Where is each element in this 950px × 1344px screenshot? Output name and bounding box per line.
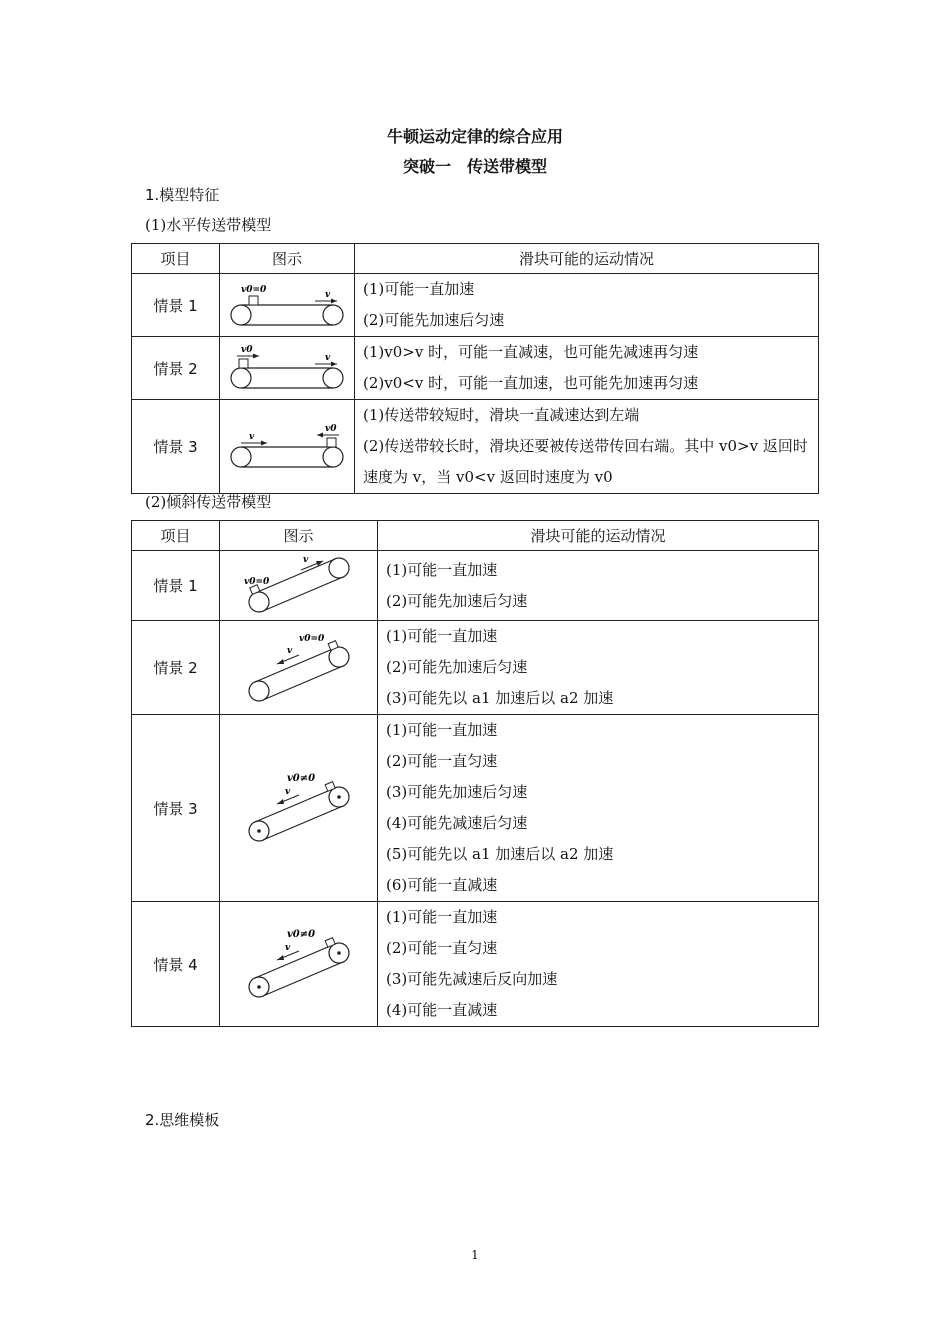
inclined-belt-figure-1	[239, 554, 359, 618]
figure-cell	[220, 400, 355, 494]
inclined-belt-figure-2	[239, 633, 359, 703]
horizontal-belt-figure-3	[227, 422, 347, 472]
label-v: v	[325, 290, 331, 300]
header-figure: 图示	[220, 244, 355, 274]
table-row	[132, 902, 819, 1027]
label-v: v	[249, 431, 255, 442]
table-row	[132, 274, 819, 337]
scene-label: 情景 1	[132, 551, 220, 621]
motion-line: (3)可能先加速后匀速	[386, 783, 528, 801]
label-v0-not-zero: v0≠0	[286, 929, 315, 940]
inclined-table	[131, 520, 819, 1027]
label-v: v	[325, 353, 331, 363]
motion-cell	[355, 337, 819, 400]
label-v0-zero: v0=0	[243, 576, 269, 587]
label-v0-not-zero: v0≠0	[286, 773, 315, 784]
figure-cell	[220, 902, 378, 1027]
motion-line: (2)可能先加速后匀速	[386, 591, 528, 610]
motion-line: (1)v0>v 时，可能一直减速，也可能先减速再匀速	[363, 343, 699, 361]
header-item: 项目	[132, 521, 220, 551]
label-v: v	[286, 645, 292, 656]
table-row	[132, 400, 819, 494]
inclined-belt-figure-4	[239, 927, 359, 1001]
motion-line: (3)可能先以 a1 加速后以 a2 加速	[386, 689, 614, 707]
inclined-label: (2)倾斜传送带模型	[145, 493, 272, 511]
page-subtitle: 突破一 传送带模型	[402, 157, 547, 176]
motion-line: (4)可能先减速后匀速	[386, 814, 528, 832]
figure-cell	[220, 337, 355, 400]
motion-line: (2)可能先加速后匀速	[363, 311, 505, 329]
motion-cell	[378, 621, 819, 715]
table-header-row	[132, 521, 819, 551]
table-row	[132, 337, 819, 400]
motion-line: (1)可能一直加速	[386, 721, 498, 739]
scene-label: 情景 1	[132, 274, 220, 337]
motion-cell	[355, 274, 819, 337]
table-row	[132, 715, 819, 902]
figure-cell	[220, 274, 355, 337]
section-heading-thinking-template: 2.思维模板	[145, 1111, 220, 1129]
inclined-belt-figure-3	[239, 771, 359, 845]
table-row	[132, 621, 819, 715]
motion-line: (2)传送带较长时，滑块还要被传送带传回右端。其中 v0>v 返回时速度为 v，当 v0<v 返回时速度为 v0	[363, 437, 808, 486]
motion-cell	[378, 715, 819, 902]
label-v0: v0	[241, 345, 253, 355]
label-v: v	[284, 943, 290, 953]
figure-cell	[220, 551, 378, 621]
label-v0: v0	[325, 423, 337, 434]
motion-cell	[378, 902, 819, 1027]
header-motion: 滑块可能的运动情况	[355, 244, 819, 274]
figure-cell	[220, 715, 378, 902]
section-heading-model-features: 1.模型特征	[145, 186, 220, 204]
table-header-row	[132, 244, 819, 274]
scene-label: 情景 3	[132, 400, 220, 494]
horizontal-label: (1)水平传送带模型	[145, 216, 272, 234]
motion-line: (3)可能先减速后反向加速	[386, 970, 558, 988]
motion-line: (1)可能一直加速	[386, 908, 498, 926]
horizontal-belt-figure-2	[227, 343, 347, 393]
motion-line: (2)可能先加速后匀速	[386, 658, 528, 676]
motion-line: (1)可能一直加速	[386, 560, 498, 579]
header-item: 项目	[132, 244, 220, 274]
scene-label: 情景 2	[132, 337, 220, 400]
motion-line: (1)可能一直加速	[363, 280, 475, 298]
motion-line: (4)可能一直减速	[386, 1001, 498, 1019]
label-v0-zero: v0=0	[298, 633, 324, 644]
scene-label: 情景 4	[132, 902, 220, 1027]
motion-line: (2)可能一直匀速	[386, 752, 498, 770]
page-title: 牛顿运动定律的综合应用	[386, 127, 563, 146]
motion-line: (1)可能一直加速	[386, 627, 498, 645]
motion-line: (6)可能一直减速	[386, 876, 498, 894]
label-v: v	[302, 554, 308, 565]
figure-cell	[220, 621, 378, 715]
motion-cell	[355, 400, 819, 494]
header-motion: 滑块可能的运动情况	[378, 521, 819, 551]
horizontal-table	[131, 243, 819, 494]
motion-cell	[378, 551, 819, 621]
motion-line: (1)传送带较短时，滑块一直减速达到左端	[363, 406, 640, 424]
horizontal-belt-figure-1	[227, 280, 347, 330]
header-figure: 图示	[220, 521, 378, 551]
scene-label: 情景 3	[132, 715, 220, 902]
page-number: 1	[471, 1248, 479, 1262]
table-row	[132, 551, 819, 621]
motion-line: (2)可能一直匀速	[386, 939, 498, 957]
motion-line: (5)可能先以 a1 加速后以 a2 加速	[386, 845, 614, 863]
motion-line: (2)v0<v 时，可能一直加速，也可能先加速再匀速	[363, 374, 699, 392]
scene-label: 情景 2	[132, 621, 220, 715]
label-v: v	[284, 787, 290, 797]
label-v0-zero: v0=0	[241, 285, 267, 295]
